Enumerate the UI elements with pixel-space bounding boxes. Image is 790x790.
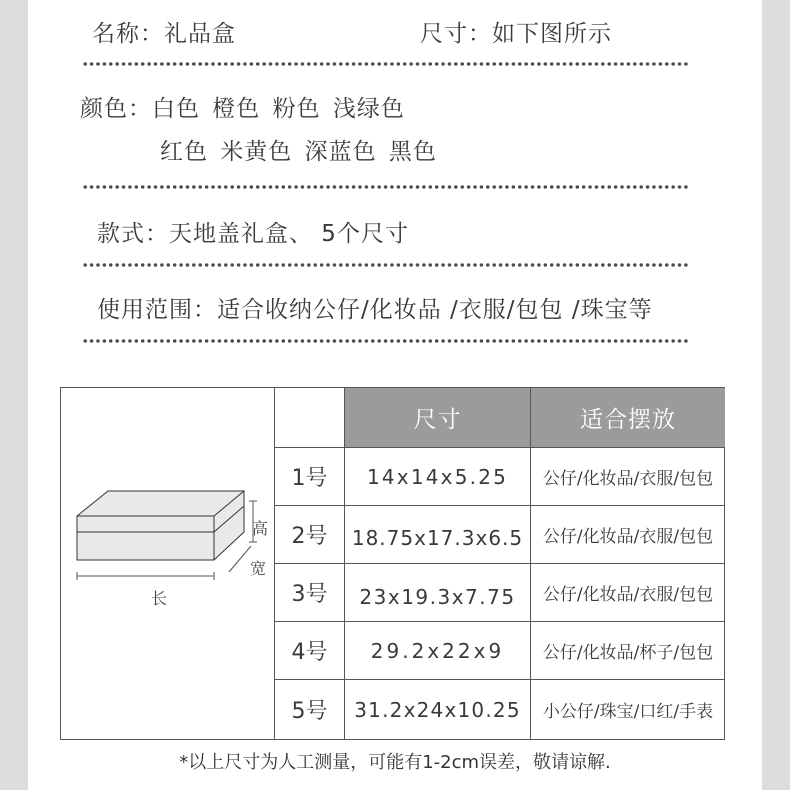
row3-no: 3号 <box>291 582 328 607</box>
row2-use: 公仔/化妆品/衣服/包包 <box>542 527 714 547</box>
row4-size: 29.2x22x9 <box>370 638 505 663</box>
row1-size: 14x14x5.25 <box>366 464 509 489</box>
length-label: 长 <box>151 589 168 608</box>
row5-size: 31.2x24x10.25 <box>354 697 521 722</box>
row3-use: 公仔/化妆品/衣服/包包 <box>542 585 714 605</box>
left-side-bar <box>0 0 28 790</box>
usage-info: 使用范围：适合收纳公仔/化妆品 /衣服/包包 /珠宝等 <box>97 297 653 323</box>
product-size-note: 尺寸：如下图所示 <box>420 21 612 47</box>
dotted-divider <box>82 62 690 66</box>
box-diagram <box>70 488 270 588</box>
width-label: 宽 <box>250 559 267 578</box>
dotted-divider <box>82 185 690 189</box>
header-size: 尺寸 <box>345 388 530 447</box>
color-options-line2: 红色 米黄色 深蓝色 黑色 <box>160 139 437 165</box>
dotted-divider <box>82 339 690 343</box>
height-label: 高 <box>252 519 269 538</box>
header-use: 适合摆放 <box>531 388 725 447</box>
row5-no: 5号 <box>291 699 328 724</box>
row3-size: 23x19.3x7.75 <box>359 584 516 609</box>
row4-use: 公仔/化妆品/杯子/包包 <box>542 643 714 663</box>
color-options-line1: 颜色：白色 橙色 粉色 浅绿色 <box>80 96 405 122</box>
dotted-divider <box>82 263 690 267</box>
right-side-bar <box>762 0 790 790</box>
row4-no: 4号 <box>291 640 328 665</box>
row2-size: 18.75x17.3x6.5 <box>351 525 524 550</box>
product-name: 名称：礼品盒 <box>92 21 236 47</box>
row1-no: 1号 <box>291 466 328 491</box>
footnote: *以上尺寸为人工测量，可能有1-2cm误差，敬请谅解. <box>179 752 611 773</box>
row2-no: 2号 <box>291 524 328 549</box>
style-info: 款式：天地盖礼盒、 5个尺寸 <box>97 221 409 247</box>
row5-use: 小公仔/珠宝/口红/手表 <box>542 702 714 722</box>
row1-use: 公仔/化妆品/衣服/包包 <box>542 469 714 489</box>
